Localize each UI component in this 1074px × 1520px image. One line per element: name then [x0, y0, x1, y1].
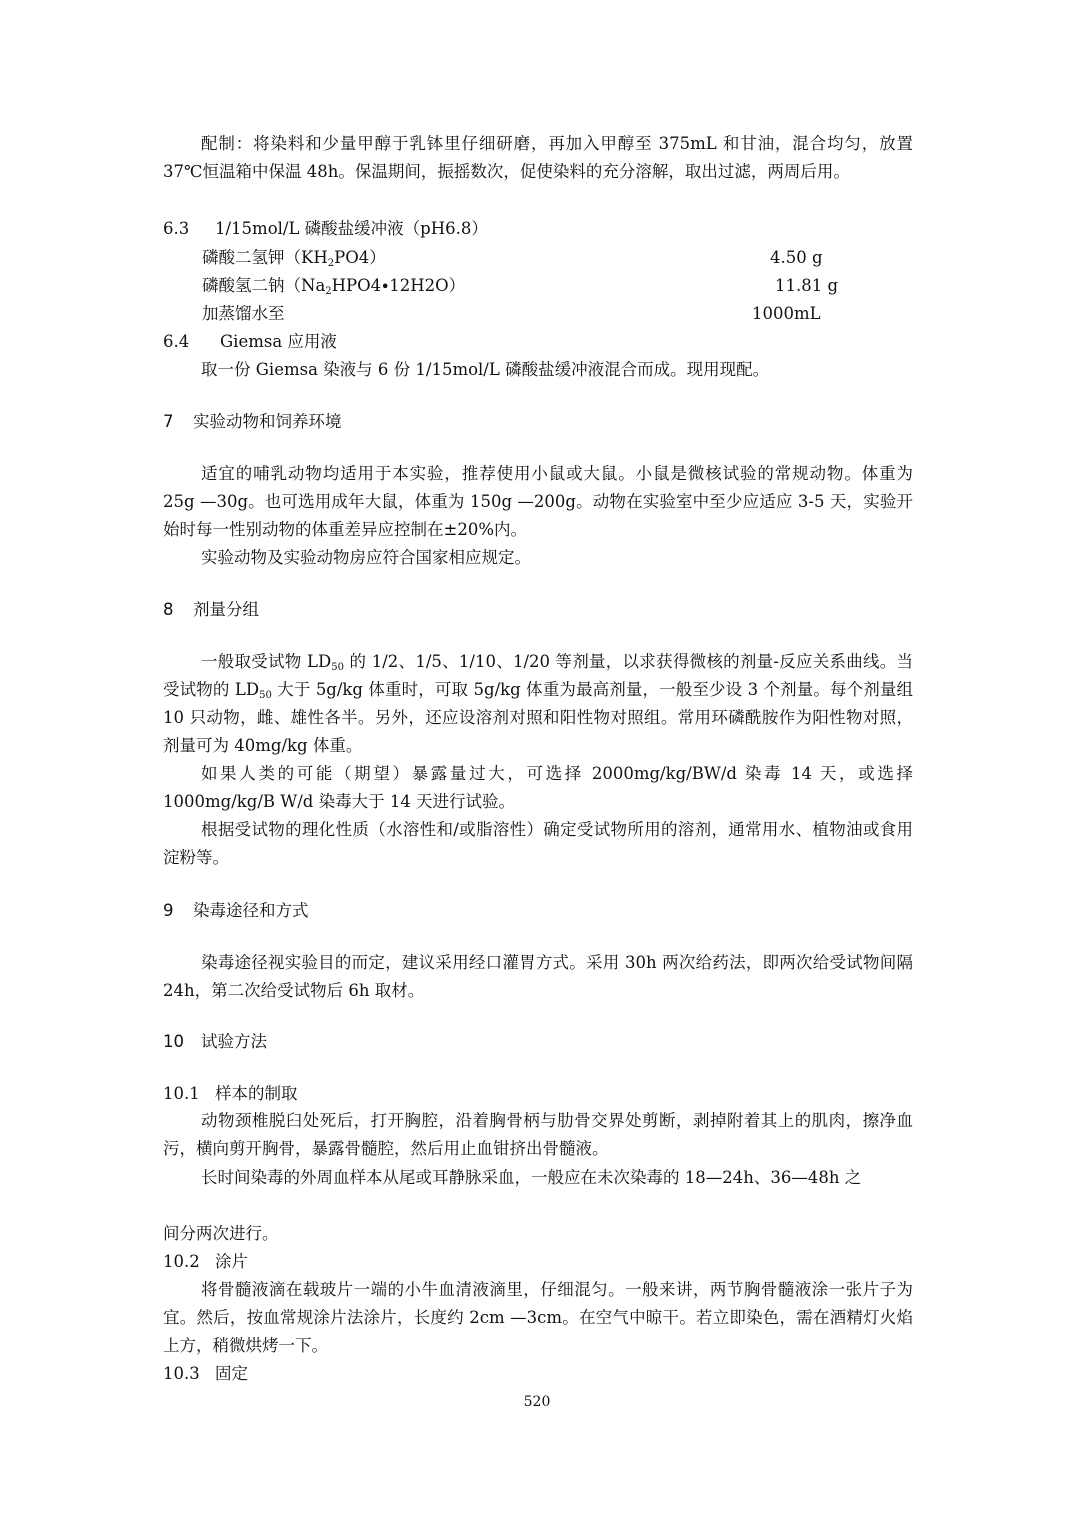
reagent-row-2-amount: 11.81 g	[775, 276, 839, 295]
section-6-3-number: 6.3	[163, 219, 190, 238]
section-10-heading	[163, 1028, 267, 1056]
section-9-heading	[163, 897, 309, 925]
reagent-row-1-amount: 4.50 g	[770, 248, 823, 267]
reagent-row-2-label: 磷酸氢二钠$(Na_2HPO4\cdot 12H2O)$	[202, 276, 466, 297]
section-10-1-heading	[163, 1080, 298, 1108]
reagent-row-3-amount: 1000mL	[752, 304, 821, 323]
section-6-3-heading	[163, 215, 488, 243]
section-10-1-paragraph-1: 动物颈椎脱臼处死后，打开胸腔，沿着胸骨柄与肋骨交界处剪断，剥掉附着其上的肌肉，擦净血污，横向剪开胸骨，暴露骨髓腔，然后用止血钳挤出骨髓液。	[163, 1111, 913, 1158]
section-6-4-paragraph: 取一份 Giemsa 染液与 6 份 1/15mol/L 磷酸盐缓冲液混合而成。现用现配。	[201, 360, 770, 379]
section-10-1-paragraph-2: 长时间染毒的外周血样本从尾或耳静脉采血，一般应在未次染毒的 18—24h、36—48h 之	[201, 1168, 862, 1187]
section-7-paragraph-2: 实验动物及实验动物房应符合国家相应规定。	[201, 548, 531, 567]
section-10-number: 10	[163, 1032, 184, 1051]
section-10-2-number: 10.2	[163, 1252, 200, 1271]
section-9-title: 染毒途径和方式	[193, 901, 309, 920]
section-6-4-number: 6.4	[163, 332, 190, 351]
section-10-1-title: 样本的制取	[215, 1084, 298, 1103]
section-10-title: 试验方法	[201, 1032, 267, 1051]
page-number: 520	[523, 1394, 551, 1410]
section-7-title: 实验动物和饲养环境	[193, 412, 342, 431]
section-8-paragraph-2: 如果人类的可能（期望）暴露量过大，可选择 2000mg/kg/BW/d 染毒 14 天，或选择 1000mg/kg/B W/d 染毒大于 14 天进行试验。	[163, 764, 913, 811]
section-9-number: 9	[163, 901, 174, 920]
section-10-2-title: 涂片	[215, 1252, 248, 1271]
section-7-number: 7	[163, 412, 174, 431]
reagent-row-3-label: 加蒸馏水至	[202, 304, 285, 323]
section-9-paragraph: 染毒途径视实验目的而定，建议采用经口灌胃方式。采用 30h 两次给药法，即两次给受试物间隔 24h，第二次给受试物后 6h 取材。	[163, 953, 913, 1000]
section-8-title: 剂量分组	[193, 600, 259, 619]
prep-paragraph: 配制：将染料和少量甲醇于乳钵里仔细研磨，再加入甲醇至 375mL 和甘油，混合均匀，放置 37℃恒温箱中保温 48h。保温期间，振摇数次，促使染料的充分溶解，取出过滤，两周后用。	[163, 134, 913, 181]
section-8-number: 8	[163, 600, 174, 619]
section-8-paragraph-1: 一般取受试物 $LD_{50}$ 的 1/2、1/5、1/10、1/20 等剂量，以求获得微核的剂量-反应关系曲线。当受试物的 $LD_{50}$ 大于 5g/kg 体重时，可取 5g/kg 体重为最高剂量，一般至少设 3 个剂量。每个剂量组 10 只动物，雌、雄性各半。另外，还应设溶剂对照和阳性物对照组。常用环磷酰胺作为阳性物对照，剂量可为 40mg/kg 体重。	[163, 652, 914, 755]
section-6-4-title: Giemsa 应用液	[220, 332, 337, 351]
section-7-paragraph-1: 适宜的哺乳动物均适用于本实验，推荐使用小鼠或大鼠。小鼠是微核试验的常规动物。体重为 25g —30g。也可选用成年大鼠，体重为 150g —200g。动物在实验室中至少应适应 3-5 天，实验开始时每一性别动物的体重差异应控制在±20%内。	[163, 464, 913, 539]
section-10-3-number: 10.3	[163, 1364, 200, 1383]
section-10-3-heading	[163, 1360, 248, 1388]
section-10-1-paragraph-3: 间分两次进行。	[163, 1224, 279, 1243]
section-10-3-title: 固定	[215, 1364, 248, 1383]
section-7-heading	[163, 408, 342, 436]
section-10-2-heading	[163, 1248, 248, 1276]
section-6-4-heading	[163, 328, 337, 356]
reagent-row-1-label: 磷酸二氢钾$(KH_2PO4)$	[202, 248, 386, 269]
section-8-paragraph-3: 根据受试物的理化性质（水溶性和/或脂溶性）确定受试物所用的溶剂，通常用水、植物油或食用淀粉等。	[163, 820, 913, 867]
section-6-3-title: 1/15mol/L 磷酸盐缓冲液（pH6.8）	[215, 219, 488, 238]
section-8-heading	[163, 596, 259, 624]
section-10-2-paragraph: 将骨髓液滴在载玻片一端的小牛血清液滴里，仔细混匀。一般来讲，两节胸骨髓液涂一张片子为宜。然后，按血常规涂片法涂片，长度约 2cm —3cm。在空气中晾干。若立即染色，需在酒精灯火焰上方，稍微烘烤一下。	[163, 1280, 913, 1355]
section-10-1-number: 10.1	[163, 1084, 200, 1103]
